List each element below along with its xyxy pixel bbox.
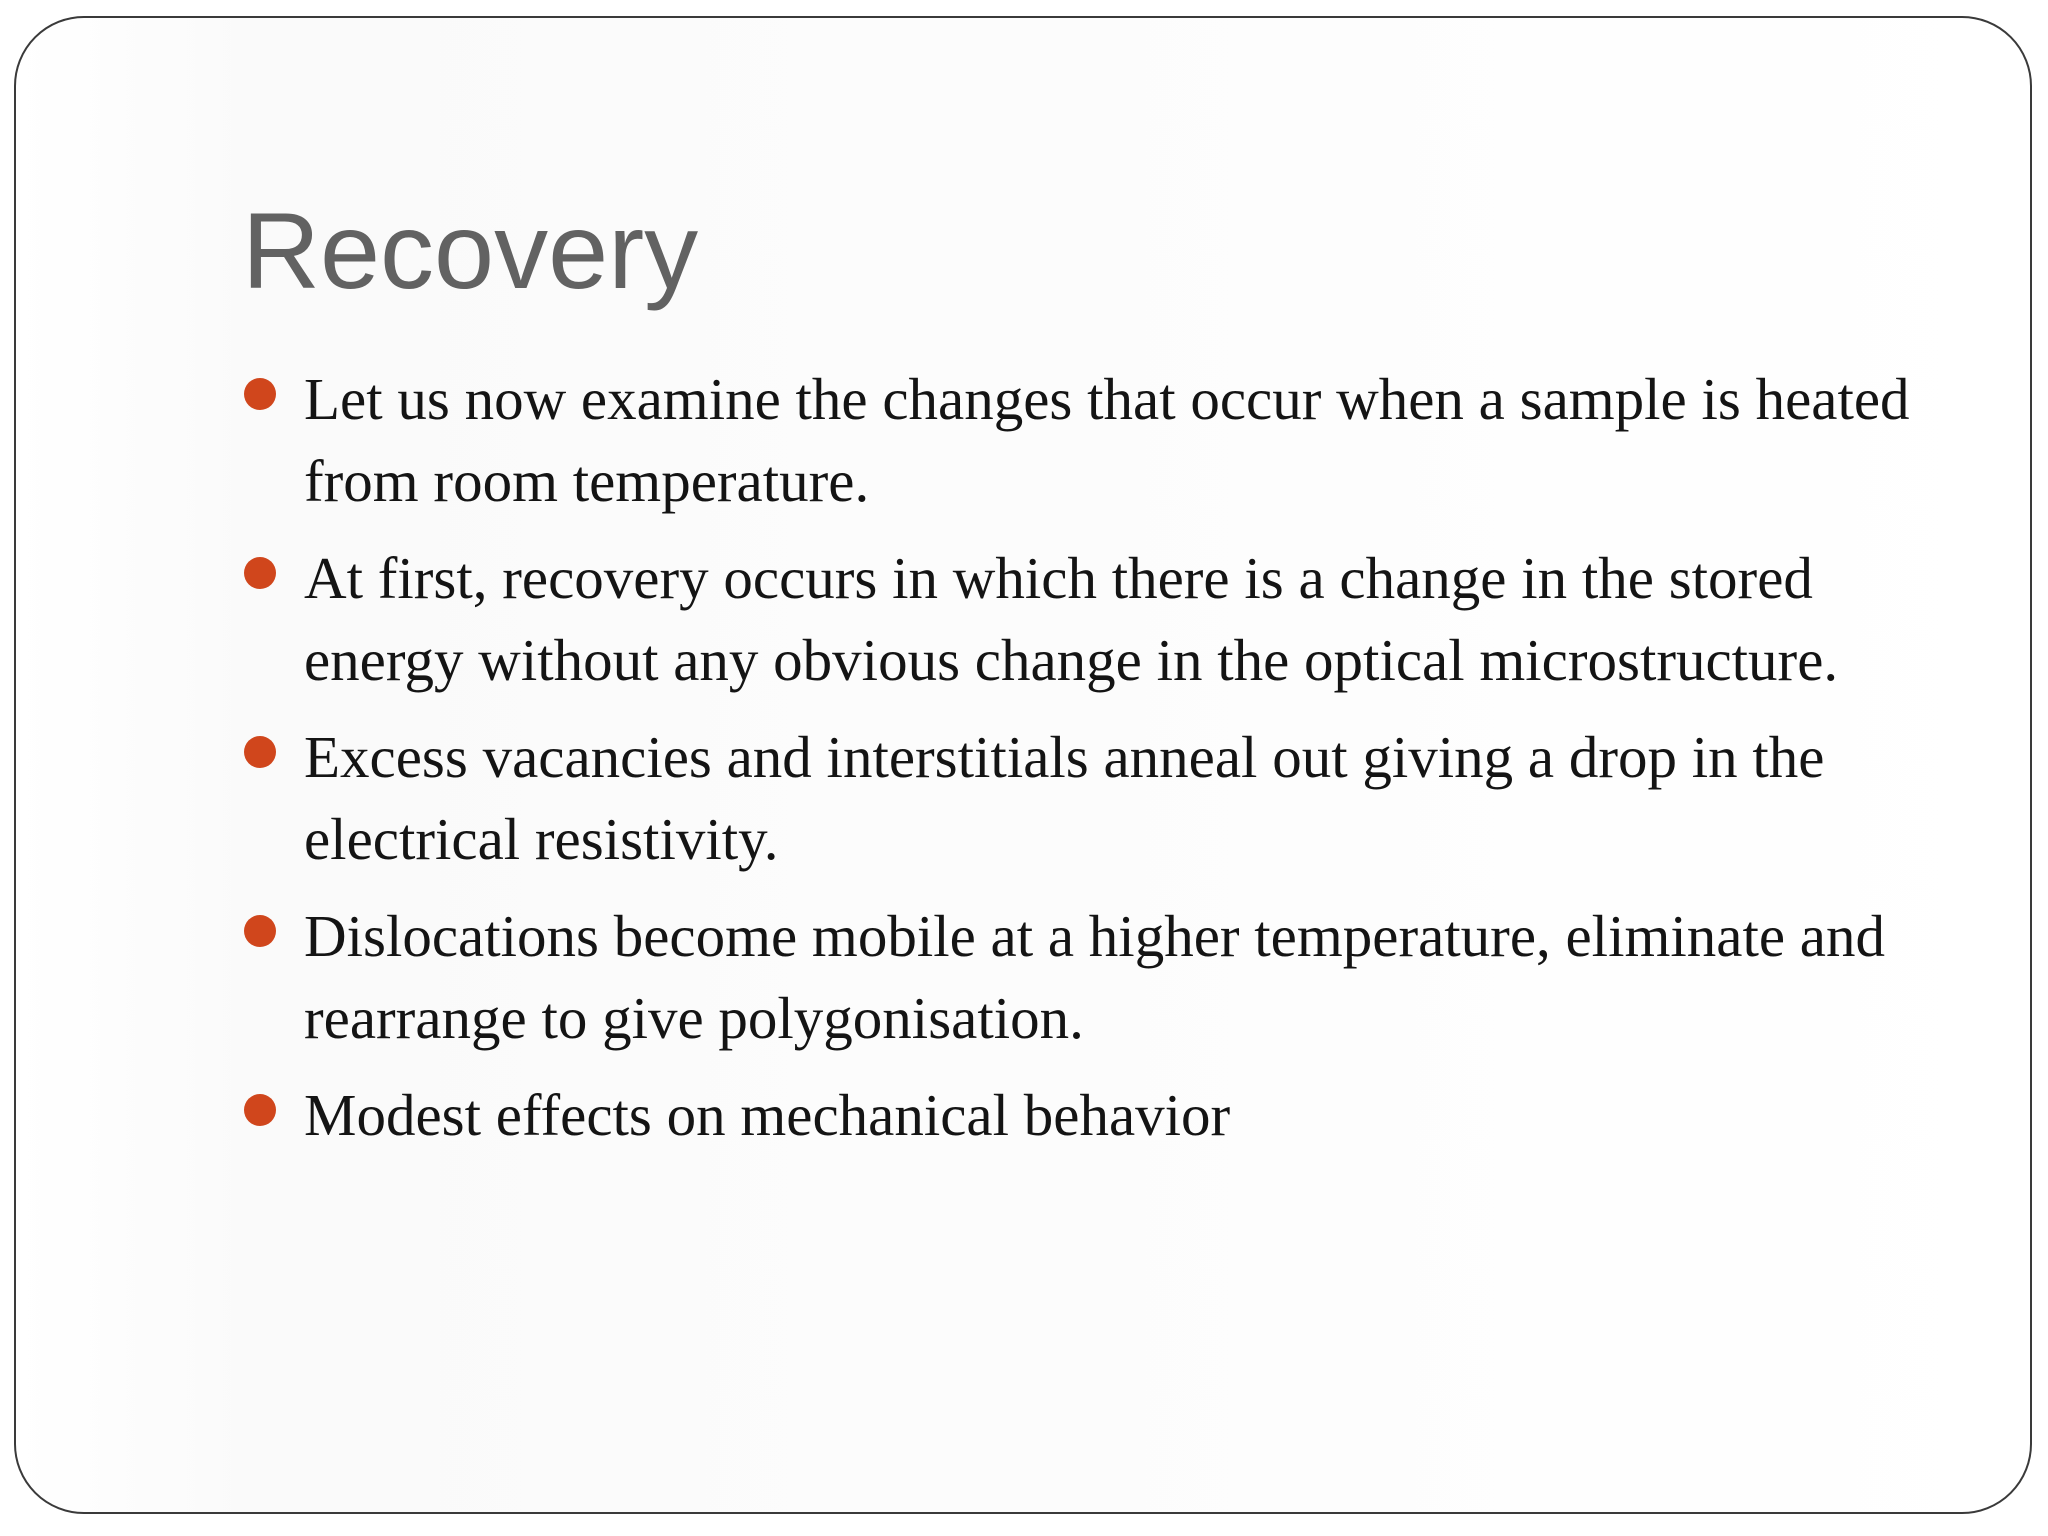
bullet-dot-icon	[244, 557, 276, 589]
bullet-text: At first, recovery occurs in which there is a change in the stored energy without any obvious change in the optical microstructure.	[304, 545, 1839, 693]
bullet-list	[242, 358, 1942, 1171]
slide-title: Recovery	[242, 190, 699, 311]
bullet-text: Excess vacancies and interstitials anneal out giving a drop in the electrical resistivity.	[304, 724, 1825, 872]
slide-frame	[14, 16, 2032, 1514]
bullet-item	[242, 716, 1942, 880]
bullet-dot-icon	[244, 915, 276, 947]
bullet-item	[242, 895, 1942, 1059]
bullet-item	[242, 1074, 1942, 1156]
bullet-text: Let us now examine the changes that occur when a sample is heated from room temperature.	[304, 366, 1910, 514]
bullet-dot-icon	[244, 1094, 276, 1126]
bullet-item	[242, 537, 1942, 701]
bullet-text: Dislocations become mobile at a higher temperature, eliminate and rearrange to give polygonisation.	[304, 903, 1885, 1051]
bullet-item	[242, 358, 1942, 522]
bullet-dot-icon	[244, 378, 276, 410]
bullet-text: Modest effects on mechanical behavior	[304, 1082, 1231, 1148]
bullet-dot-icon	[244, 736, 276, 768]
